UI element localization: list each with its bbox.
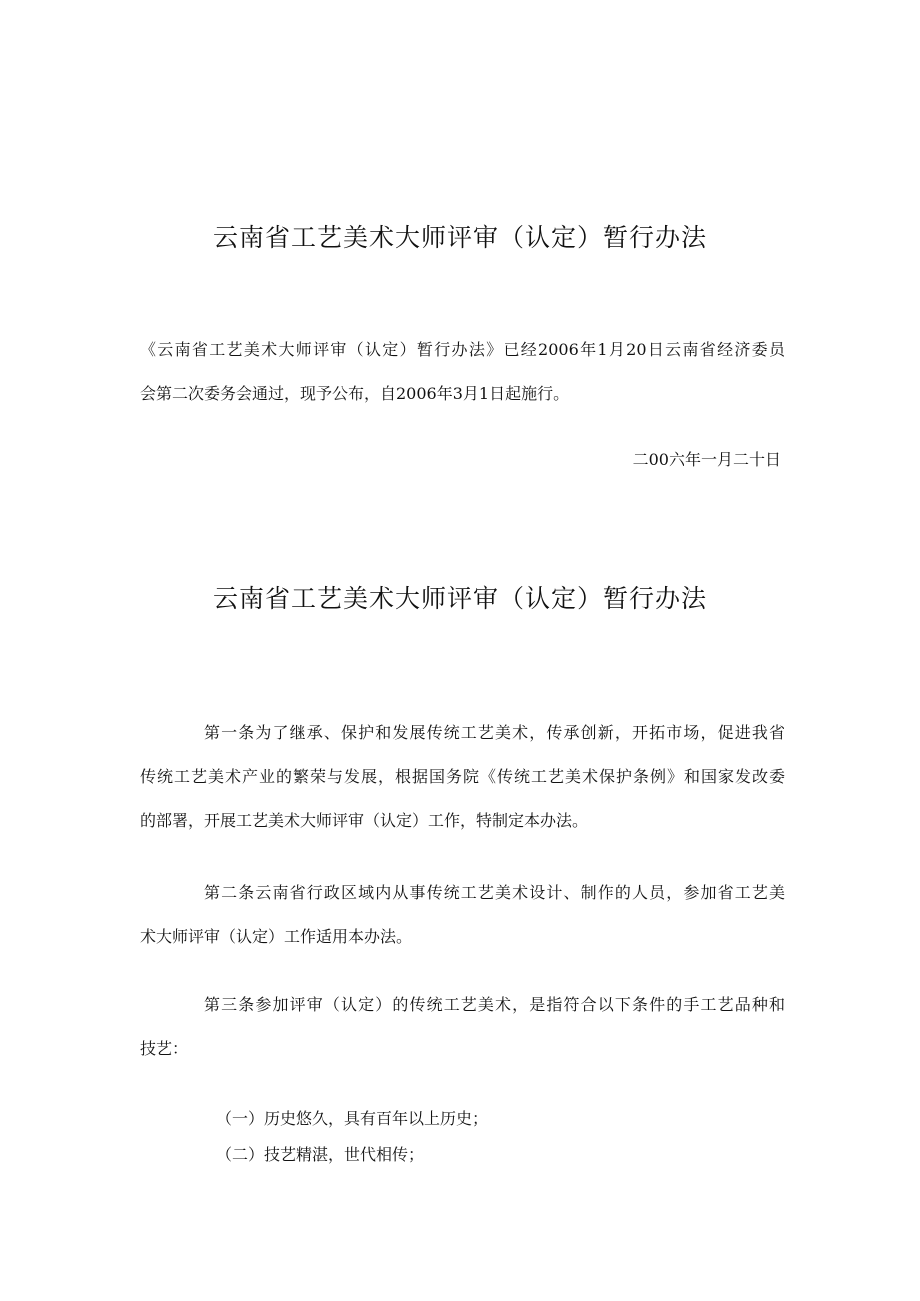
- article-1: [140, 711, 785, 843]
- list-item: [140, 1133, 785, 1177]
- issue-date: 二00六年一月二十日: [632, 450, 781, 469]
- promulgation-line-2: 会第二次委务会通过，现予公布，自2006年3月1日起施行。: [140, 384, 570, 403]
- article-3-item-2: （二）技艺精湛，世代相传；: [216, 1145, 425, 1164]
- article-2-line-1: 第二条云南省行政区域内从事传统工艺美术设计、制作的人员，参加省工艺美: [204, 883, 785, 902]
- document-title: 云南省工艺美术大师评审（认定）暂行办法: [212, 223, 707, 252]
- article-3-line-2: 技艺：: [140, 1039, 189, 1058]
- promulgation-line-1: 《云南省工艺美术大师评审（认定）暂行办法》已经2006年1月20日云南省经济委员: [140, 340, 785, 359]
- article-3: [140, 983, 785, 1071]
- article-3-line-1: 第三条参加评审（认定）的传统工艺美术，是指符合以下条件的手工艺品种和: [204, 995, 785, 1014]
- article-2: [140, 871, 785, 959]
- regulation-title: 云南省工艺美术大师评审（认定）暂行办法: [212, 584, 707, 613]
- article-1-line-2: 传统工艺美术产业的繁荣与发展，根据国务院《传统工艺美术保护条例》和国家发改委: [140, 767, 785, 786]
- article-3-item-1: （一）历史悠久，具有百年以上历史；: [216, 1109, 489, 1128]
- article-1-line-1: 第一条为了继承、保护和发展传统工艺美术，传承创新，开拓市场，促进我省: [204, 723, 785, 742]
- article-2-line-2: 术大师评审（认定）工作适用本办法。: [140, 927, 413, 946]
- article-1-line-3: 的部署，开展工艺美术大师评审（认定）工作，特制定本办法。: [140, 811, 589, 830]
- promulgation-paragraph: [140, 328, 785, 416]
